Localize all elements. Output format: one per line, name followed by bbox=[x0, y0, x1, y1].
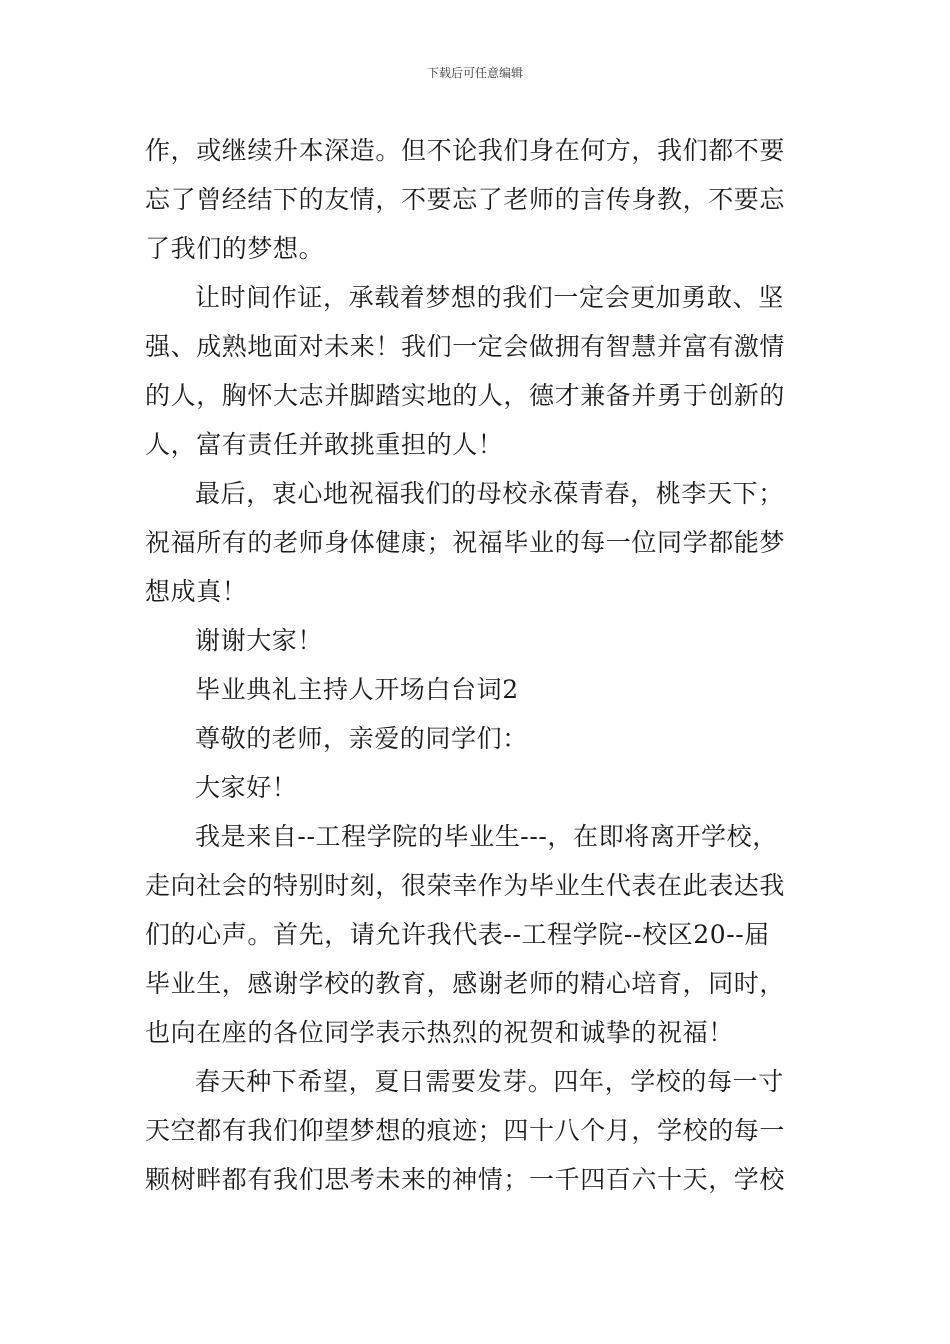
text-line: 毕业生，感谢学校的教育，感谢老师的精心培育，同时， bbox=[145, 969, 786, 998]
text-line: 也向在座的各位同学表示热烈的祝贺和诚挚的祝福！ bbox=[145, 1018, 734, 1047]
page-header: 下载后可任意编辑 bbox=[426, 66, 523, 80]
text-line: 颗树畔都有我们思考未来的神情；一千四百六十天，学校 bbox=[145, 1165, 786, 1194]
section-title: 毕业典礼主持人开场白台词2 bbox=[195, 675, 519, 704]
thanks-line: 谢谢大家！ bbox=[195, 626, 324, 655]
paragraph-start-line: 春天种下希望，夏日需要发芽。四年，学校的每一寸 bbox=[195, 1067, 784, 1096]
text-line: 天空都有我们仰望梦想的痕迹；四十八个月，学校的每一 bbox=[145, 1116, 786, 1145]
paragraph-start-line: 让时间作证，承载着梦想的我们一定会更加勇敢、坚 bbox=[195, 283, 784, 312]
text-line: 了我们的梦想。 bbox=[145, 234, 325, 263]
paragraph-start-line: 最后，衷心地祝福我们的母校永葆青春，桃李天下； bbox=[195, 479, 784, 508]
text-line: 们的心声。首先，请允许我代表--工程学院--校区20--届 bbox=[145, 920, 770, 949]
greeting-line: 大家好！ bbox=[195, 773, 298, 802]
text-line: 想成真！ bbox=[145, 577, 248, 606]
text-line: 强、成熟地面对未来！我们一定会做拥有智慧并富有激情 bbox=[145, 332, 786, 361]
text-line: 祝福所有的老师身体健康；祝福毕业的每一位同学都能梦 bbox=[145, 528, 786, 557]
text-line: 作，或继续升本深造。但不论我们身在何方，我们都不要 bbox=[145, 136, 786, 165]
salutation-line: 尊敬的老师，亲爱的同学们： bbox=[195, 724, 528, 753]
paragraph-start-line: 我是来自--工程学院的毕业生---，在即将离开学校， bbox=[195, 822, 778, 851]
text-line: 的人，胸怀大志并脚踏实地的人，德才兼备并勇于创新的 bbox=[145, 381, 786, 410]
document-body bbox=[145, 126, 807, 1204]
text-line: 人，富有责任并敢挑重担的人！ bbox=[145, 430, 504, 459]
text-line: 忘了曾经结下的友情，不要忘了老师的言传身教，不要忘 bbox=[145, 185, 786, 214]
text-line: 走向社会的特别时刻，很荣幸作为毕业生代表在此表达我 bbox=[145, 871, 786, 900]
